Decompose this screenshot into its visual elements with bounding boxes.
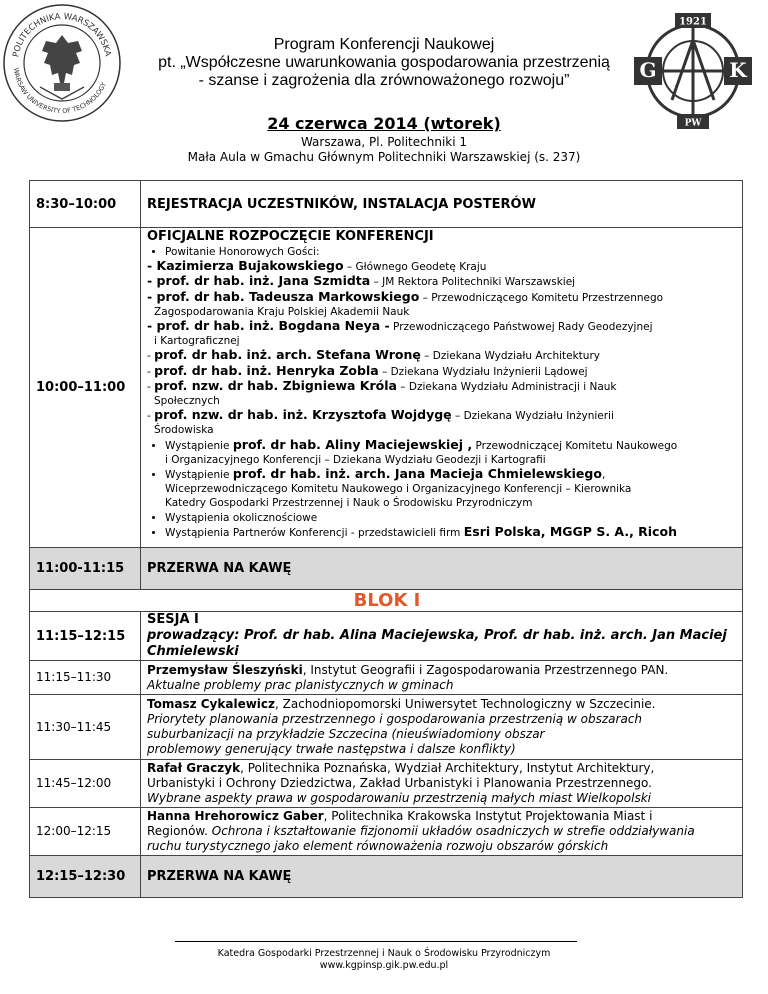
time-cell: 11:00-11:15 <box>30 548 141 590</box>
speaker-role: Wiceprzewodniczącego Komitetu Naukowego i Organizacyjnego Konferencji – Kierownika <box>165 483 632 496</box>
occasional-speeches: Wystąpienia okolicznościowe <box>165 511 318 524</box>
guest-role: – Dziekana Wydziału Administracji i Nauk <box>396 380 617 393</box>
talk-title: Wybrane aspekty prawa w gospodarowaniu przestrzenią małych miast Wielkopolski <box>147 791 652 805</box>
talk-affiliation: Regionów. <box>147 824 212 838</box>
talk-title: problemowy generujący trwałe następstwa i dalsze konflikty) <box>147 742 516 756</box>
session-title: SESJA I <box>147 612 199 627</box>
list-item <box>165 467 738 511</box>
guest-role: Środowiska <box>154 424 214 437</box>
guest-role: – Dziekana Wydziału Inżynierii Lądowej <box>378 365 588 378</box>
block-title: BLOK I <box>30 590 743 612</box>
conference-title-line1: pt. „Współczesne uwarunkowania gospodarowania przestrzenią <box>158 54 610 71</box>
guest-role: Społecznych <box>154 395 220 408</box>
talk-title: Priorytety planowania przestrzennego i gospodarowania przestrzenią w obszarach <box>147 712 643 726</box>
guest-name: prof. nzw. dr hab. Zbigniewa Króla <box>154 377 397 393</box>
pw-logo-text-top: POLITECHNIKA WARSZAWSKA <box>11 11 113 59</box>
talk-affiliation: , Zachodniopomorski Uniwersytet Technologiczny w Szczecinie. <box>275 697 656 711</box>
guest-name: prof. dr hab. inż. arch. Stefana Wronę <box>154 347 421 363</box>
conference-title-line2: - szanse i zagrożenia dla zrównoważonego rozwoju” <box>198 72 570 89</box>
talk-author: Hanna Hrehorowicz Gaber <box>147 809 324 823</box>
list-item <box>165 438 738 467</box>
talk-author: Rafał Graczyk <box>147 761 241 775</box>
comma: , <box>601 469 606 482</box>
table-row <box>30 808 743 856</box>
footer-divider <box>175 941 577 942</box>
guest-role: Przewodniczącego Państwowej Rady Geodezyjnej <box>389 321 653 334</box>
talk-affiliation: , Politechnika Poznańska, Wydział Architektury, Instytut Architektury, <box>240 761 655 775</box>
opening-cell <box>141 228 743 548</box>
list-item <box>147 245 738 438</box>
guest-role: Zagospodarowania Kraju Polskiej Akademii Nauk <box>154 305 410 318</box>
dash: - <box>147 365 155 378</box>
table-row <box>30 228 743 548</box>
talk-cell <box>141 661 743 695</box>
venue-room: Mała Aula w Gmachu Głównym Politechniki Warszawskiej (s. 237) <box>187 150 581 164</box>
talk-author: Przemysław Śleszyński <box>147 662 303 677</box>
pw-logo-text-bottom: WARSAW UNIVERSITY OF TECHNOLOGY <box>12 67 109 116</box>
talk-cell <box>141 760 743 808</box>
footer-website: www.kgpinsp.gik.pw.edu.pl <box>319 960 449 971</box>
guest-role: i Kartograficznej <box>154 335 240 348</box>
time-cell: 11:15–12:15 <box>30 612 141 661</box>
guest-role: – Dziekana Wydziału Inżynierii <box>451 410 614 423</box>
table-row <box>30 661 743 695</box>
talk-affiliation: , Politechnika Krakowska Instytut Projektowania Miast i <box>323 809 653 823</box>
time-cell: 12:00–12:15 <box>30 808 141 856</box>
time-cell: 11:30–11:45 <box>30 695 141 760</box>
table-row <box>30 590 743 612</box>
speaker-role: Katedry Gospodarki Przestrzennej i Nauk o Środowisku Przyrodniczym <box>165 497 533 510</box>
guest-name: prof. dr hab. inż. Henryka Zobla <box>154 362 379 378</box>
footer-department: Katedra Gospodarki Przestrzennej i Nauk o Środowisku Przyrodniczym <box>217 948 551 959</box>
talk-title: suburbanizacji na przykładzie Szczecina (nieuświadomiony obszar <box>147 727 545 741</box>
opening-list <box>147 245 738 540</box>
venue-address: Warszawa, Pl. Politechniki 1 <box>300 135 468 149</box>
guest-role: – Przewodniczącego Komitetu Przestrzennego <box>419 291 664 304</box>
time-cell: 8:30–10:00 <box>30 181 141 228</box>
gik-logo-pw: PW <box>684 118 702 129</box>
speaker-role: Przewodniczącej Komitetu Naukowego <box>472 439 678 452</box>
time-cell: 10:00–11:00 <box>30 228 141 548</box>
table-row <box>30 856 743 898</box>
partners-label: Wystąpienia Partnerów Konferencji - przedstawicieli firm <box>165 526 464 539</box>
time-cell: 11:15–11:30 <box>30 661 141 695</box>
guest-role: – JM Rektora Politechniki Warszawskiej <box>370 276 576 289</box>
time-cell: 12:15–12:30 <box>30 856 141 898</box>
talk-title: ruchu turystycznego jako element równoważenia rozwoju obszarów górskich <box>147 839 609 853</box>
guest-name: - prof. dr hab. inż. Bogdana Neya - <box>147 318 390 334</box>
guest-name: prof. nzw. dr hab. inż. Krzysztofa Wojdygę <box>154 407 452 423</box>
table-row <box>30 695 743 760</box>
session-cell <box>141 612 743 661</box>
list-item <box>165 525 738 540</box>
break-title: PRZERWA NA KAWĘ <box>141 856 743 898</box>
table-row <box>30 760 743 808</box>
gik-logo-year: 1921 <box>679 16 707 28</box>
talk-cell <box>141 695 743 760</box>
gik-logo-g: G <box>639 58 657 82</box>
dash: - <box>147 380 155 393</box>
dash: - <box>147 350 155 363</box>
talk-affiliation: , Instytut Geografii i Zagospodarowania Przestrzennego PAN. <box>302 662 669 677</box>
speaker-name: prof. dr hab. inż. arch. Jana Macieja Chmielewskiego <box>232 466 602 482</box>
conference-date: 24 czerwca 2014 (wtorek) <box>267 114 501 133</box>
table-row <box>30 612 743 661</box>
talk-cell <box>141 808 743 856</box>
opening-title: OFICJALNE ROZPOCZĘCIE KONFERENCJI <box>147 229 434 244</box>
speech-label: Wystąpienie <box>165 469 233 482</box>
list-item <box>165 511 738 525</box>
program-table <box>29 180 743 898</box>
speech-label: Wystąpienie <box>165 439 233 452</box>
guest-role: – Głównego Geodetę Kraju <box>343 261 487 274</box>
talk-title: Ochrona i kształtowanie fizjonomii układów osadniczych w strefie oddziaływania <box>211 824 695 838</box>
session-chairs: prowadzący: Prof. dr hab. Alina Maciejewska, Prof. dr hab. inż. arch. Jan Maciej Chmielewski <box>147 628 727 659</box>
registration-title: REJESTRACJA UCZESTNIKÓW, INSTALACJA POSTERÓW <box>141 181 743 228</box>
guest-name: - prof. dr hab. Tadeusza Markowskiego <box>147 288 420 304</box>
table-row <box>30 181 743 228</box>
speaker-name: prof. dr hab. Aliny Maciejewskiej , <box>232 436 473 452</box>
guest-name: - prof. dr hab. inż. Jana Szmidta <box>147 273 371 289</box>
footer <box>0 948 768 972</box>
break-title: PRZERWA NA KAWĘ <box>141 548 743 590</box>
talk-title: Aktualne problemy prac planistycznych w gminach <box>147 677 454 692</box>
talk-author: Tomasz Cykalewicz <box>147 697 275 711</box>
guest-role: – Dziekana Wydziału Architektury <box>420 350 600 363</box>
table-row <box>30 548 743 590</box>
welcome-label: Powitanie Honorowych Gości: <box>165 246 320 258</box>
guest-name: - Kazimierza Bujakowskiego <box>147 258 344 274</box>
time-cell: 11:45–12:00 <box>30 760 141 808</box>
gik-logo-k: K <box>729 58 747 82</box>
dash: - <box>147 410 155 423</box>
talk-affiliation: Urbanistyki i Ochrony Dziedzictwa, Zakład Urbanistyki i Planowania Przestrzennego. <box>147 776 652 790</box>
speaker-role: i Organizacyjnego Konferencji – Dziekana Wydziału Geodezji i Kartografii <box>165 453 546 466</box>
program-title: Program Konferencji Naukowej <box>273 36 495 53</box>
partners-names: Esri Polska, MGGP S. A., Ricoh <box>463 523 677 539</box>
